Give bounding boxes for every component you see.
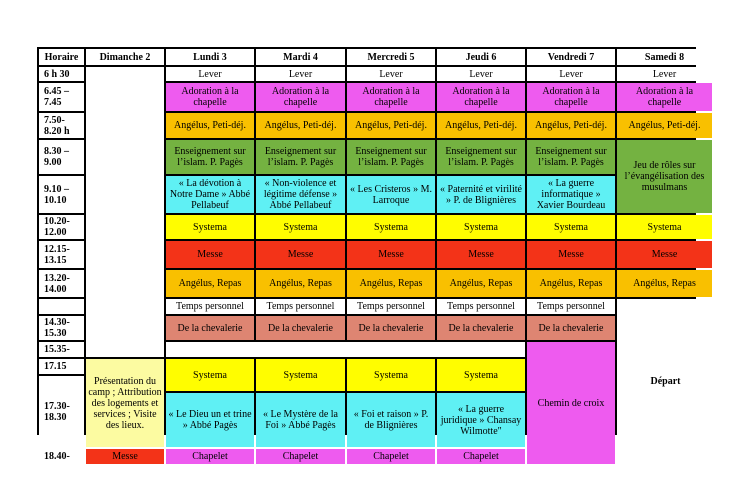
systema-cell: Systema [256,359,345,391]
systema-cell: Systema [617,215,712,239]
evening-talk-cell: « Le Mystère de la Foi » Abbé Pagès [256,393,345,447]
systema-cell: Systema [437,215,525,239]
talk-cell: « Les Cristeros » M. Larroque [347,176,435,213]
lever-cell: Lever [617,67,712,81]
adoration-cell: Adoration à la chapelle [437,83,525,111]
free-time-cell: Temps personnel [347,299,435,314]
chivalry-cell: De la chevalerie [256,316,345,340]
systema-cell: Systema [166,359,254,391]
chivalry-cell: De la chevalerie [347,316,435,340]
breakfast-cell: Angélus, Peti-déj. [347,113,435,138]
free-time-cell: Temps personnel [256,299,345,314]
systema-cell: Systema [166,215,254,239]
header-lundi: Lundi 3 [166,49,254,65]
messe-cell: Messe [437,241,525,268]
friday-chemin-de-croix: Chemin de croix [527,342,615,464]
lunch-cell: Angélus, Repas [166,270,254,297]
saturday-depart: Départ [617,299,712,464]
messe-cell: Messe [166,241,254,268]
header-samedi: Samedi 8 [617,49,712,65]
breakfast-cell: Angélus, Peti-déj. [527,113,615,138]
time-cell: 18.40- [39,449,84,464]
schedule-table [37,47,705,462]
breakfast-cell: Angélus, Peti-déj. [617,113,712,138]
header-mercredi: Mercredi 5 [347,49,435,65]
chivalry-cell: De la chevalerie [166,316,254,340]
lever-cell: Lever [347,67,435,81]
teaching-cell: Enseignement sur l’islam. P. Pagès [527,140,615,174]
lever-cell: Lever [527,67,615,81]
time-cell: 17.30- 18.30 [39,376,84,447]
chapelet-cell: Chapelet [347,449,435,464]
saturday-roles: Jeu de rôles sur l’évangélisation des musulmans [617,140,712,213]
free-time-cell: Temps personnel [166,299,254,314]
messe-cell: Messe [527,241,615,268]
header-jeudi: Jeudi 6 [437,49,525,65]
sunday-presentation: Présentation du camp ; Attribution des logements et services ; Visite des lieux. [86,359,164,447]
chivalry-cell: De la chevalerie [527,316,615,340]
time-cell: 17.15 [39,359,84,374]
adoration-cell: Adoration à la chapelle [617,83,712,111]
time-cell: 6 h 30 [39,67,84,81]
evening-talk-cell: « Le Dieu un et trine » Abbé Pagès [166,393,254,447]
time-cell-empty [39,299,84,314]
time-cell: 7.50- 8.20 h [39,113,84,138]
systema-cell: Systema [256,215,345,239]
systema-cell: Systema [347,359,435,391]
adoration-cell: Adoration à la chapelle [256,83,345,111]
talk-cell: « Paternité et virilité » P. de Blignières [437,176,525,213]
messe-cell: Messe [256,241,345,268]
lever-cell: Lever [166,67,254,81]
spacer-row [166,342,525,357]
time-cell: 12.15- 13.15 [39,241,84,268]
chapelet-cell: Chapelet [256,449,345,464]
lunch-cell: Angélus, Repas [617,270,712,297]
lever-cell: Lever [437,67,525,81]
time-cell: 6.45 – 7.45 [39,83,84,111]
talk-cell: « Non-violence et légitime défense » Abbé Pellabeuf [256,176,345,213]
systema-cell: Systema [437,359,525,391]
evening-talk-cell: « Foi et raison » P. de Blignières [347,393,435,447]
chapelet-cell: Chapelet [437,449,525,464]
lunch-cell: Angélus, Repas [347,270,435,297]
time-cell: 14.30- 15.30 [39,316,84,340]
adoration-cell: Adoration à la chapelle [527,83,615,111]
adoration-cell: Adoration à la chapelle [347,83,435,111]
time-cell: 9.10 – 10.10 [39,176,84,213]
breakfast-cell: Angélus, Peti-déj. [437,113,525,138]
sunday-messe: Messe [86,449,164,464]
systema-cell: Systema [347,215,435,239]
free-time-cell: Temps personnel [527,299,615,314]
lunch-cell: Angélus, Repas [437,270,525,297]
breakfast-cell: Angélus, Peti-déj. [256,113,345,138]
time-cell: 13.20- 14.00 [39,270,84,297]
teaching-cell: Enseignement sur l’islam. P. Pagès [347,140,435,174]
talk-cell: « La dévotion à Notre Dame » Abbé Pellabeuf [166,176,254,213]
lunch-cell: Angélus, Repas [256,270,345,297]
header-horaire: Horaire [39,49,84,65]
talk-cell: « La guerre informatique » Xavier Bourdeau [527,176,615,213]
evening-talk-cell: « La guerre juridique » Chansay Wilmotte" [437,393,525,447]
teaching-cell: Enseignement sur l’islam. P. Pagès [256,140,345,174]
chapelet-cell: Chapelet [166,449,254,464]
adoration-cell: Adoration à la chapelle [166,83,254,111]
chivalry-cell: De la chevalerie [437,316,525,340]
messe-cell: Messe [617,241,712,268]
systema-cell: Systema [527,215,615,239]
header-vendredi: Vendredi 7 [527,49,615,65]
header-dimanche: Dimanche 2 [86,49,164,65]
sunday-empty [86,67,164,357]
lever-cell: Lever [256,67,345,81]
teaching-cell: Enseignement sur l’islam. P. Pagès [437,140,525,174]
time-cell: 15.35- [39,342,84,357]
breakfast-cell: Angélus, Peti-déj. [166,113,254,138]
messe-cell: Messe [347,241,435,268]
teaching-cell: Enseignement sur l’islam. P. Pagès [166,140,254,174]
time-cell: 10.20- 12.00 [39,215,84,239]
time-cell: 8.30 – 9.00 [39,140,84,174]
free-time-cell: Temps personnel [437,299,525,314]
lunch-cell: Angélus, Repas [527,270,615,297]
header-mardi: Mardi 4 [256,49,345,65]
